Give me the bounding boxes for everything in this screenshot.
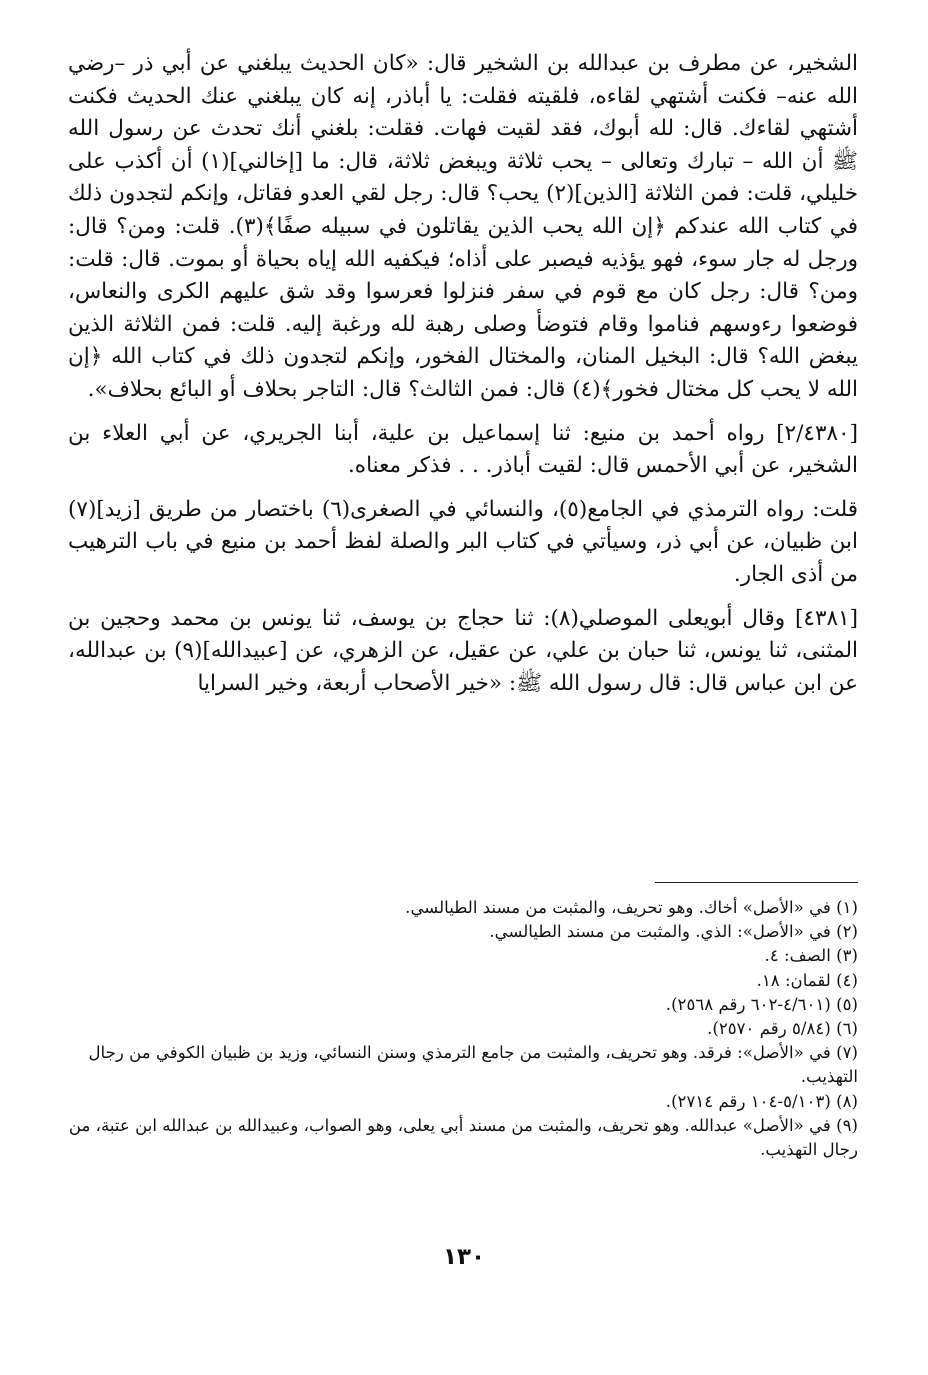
footnote: (٣) الصف: ٤. [764,946,858,966]
paragraph-hadith-4381: [٤٣٨١] وقال أبويعلى الموصلي(٨): ثنا حجاج بن يوسف، ثنا يونس بن محمد وحجين بن المثنى، ثنا يونس، ثنا حبان بن علي، عن عقيل، عن الزهري، عن [عبيدالله](٩) بن عبدالله، عن ابن عباس قال: قال رسول الله ﷺ: «خير الأصحاب أربعة، وخير السرايا [68,605,858,696]
page-number: ١٣٠ [442,1244,486,1270]
footnote: (١) في «الأصل» أخاك. وهو تحريف، والمثبت من مسند الطيالسي. [405,898,858,917]
footnote: (٤) لقمان: ١٨. [756,970,858,990]
footnote: (٨) (٥/١٠٣-١٠٤ رقم ٢٧١٤). [665,1091,858,1111]
footnote: (٩) في «الأصل» عبدالله. وهو تحريف، والمثبت من مسند أبي يعلى، وهو الصواب، وعبيدالله بن عبدالله ابن عتبة، من رجال التهذيب. [68,1115,858,1160]
paragraph-hadith-4380: [٢/٤٣٨٠] رواه أحمد بن منيع: ثنا إسماعيل بن علية، أبنا الجريري، عن أبي العلاء بن الشخير، عن أبي الأحمس قال: لقيت أباذر. . . فذكر معناه. [68,420,858,479]
footnote: (٧) في «الأصل»: فرقد. وهو تحريف، والمثبت من جامع الترمذي وسنن النسائي، وزيد بن ظبيان الكوفي من رجال التهذيب. [88,1043,858,1087]
footnote: (٢) في «الأصل»: الذي. والمثبت من مسند الطيالسي. [489,922,858,942]
paragraph-commentary: قلت: رواه الترمذي في الجامع(٥)، والنسائي في الصغرى(٦) باختصار من طريق [زيد](٧) ابن ظبيان، عن أبي ذر، وسيأتي في كتاب البر والصلة لفظ أحمد بن منيع في باب الترهيب من أذى الجار. [68,496,858,587]
paragraph-hadith-text: الشخير، عن مطرف بن عبدالله بن الشخير قال: «كان الحديث يبلغني عن أبي ذر –رضي الله عنه– فكنت أشتهي لقاءه، فلقيته فقلت: يا أباذر، إنه كان يبلغني عنك الحديث فكنت أشتهي لقاءك. قال: لله أبوك، فقد لقيت فهات. فقلت: بلغني أنك تحدث عن رسول الله ﷺ أن الله – تبارك وتعالى – يحب ثلاثة ويبغض ثلاثة، قال: ما [إخالني](١) أن أكذب على خليلي، قلت: فمن الثلاثة [الذين](٢) يحب؟ قال: رجل لقي العدو فقاتل، وإنكم لتجدون ذلك في كتاب الله عندكم ﴿إن الله يحب الذين يقاتلون في سبيله صفًا﴾(٣). قلت: ومن؟ قال: ورجل له جار سوء، فهو يؤذيه فيصبر على أذاه؛ فيكفيه الله إياه بحياة أو بموت. قال: قلت: ومن؟ قال: رجل كان مع قوم في سفر فنزلوا فعرسوا وقد شق عليهم الكرى والنعاس، فوضعوا رءوسهم فناموا وقام فتوضأ وصلى رهبة لله ورغبة إليه. قلت: فمن الثلاثة الذين يبغض الله؟ قال: البخيل المنان، والمختال الفخور، وإنكم لتجدون ذلك في كتاب الله ﴿إن الله لا يحب كل مختال فخور﴾(٤) قال: فمن الثالث؟ قال: التاجر بحلاف أو البائع بحلاف». [68,51,858,402]
footnote: (٥) (٤/٦٠١-٦٠٢ رقم ٢٥٦٨). [665,994,858,1014]
footnotes [68,896,858,1162]
footnote-divider [655,882,858,883]
main-text [68,48,858,700]
footnote: (٦) (٥/٨٤ رقم ٢٥٧٠). [707,1019,858,1039]
